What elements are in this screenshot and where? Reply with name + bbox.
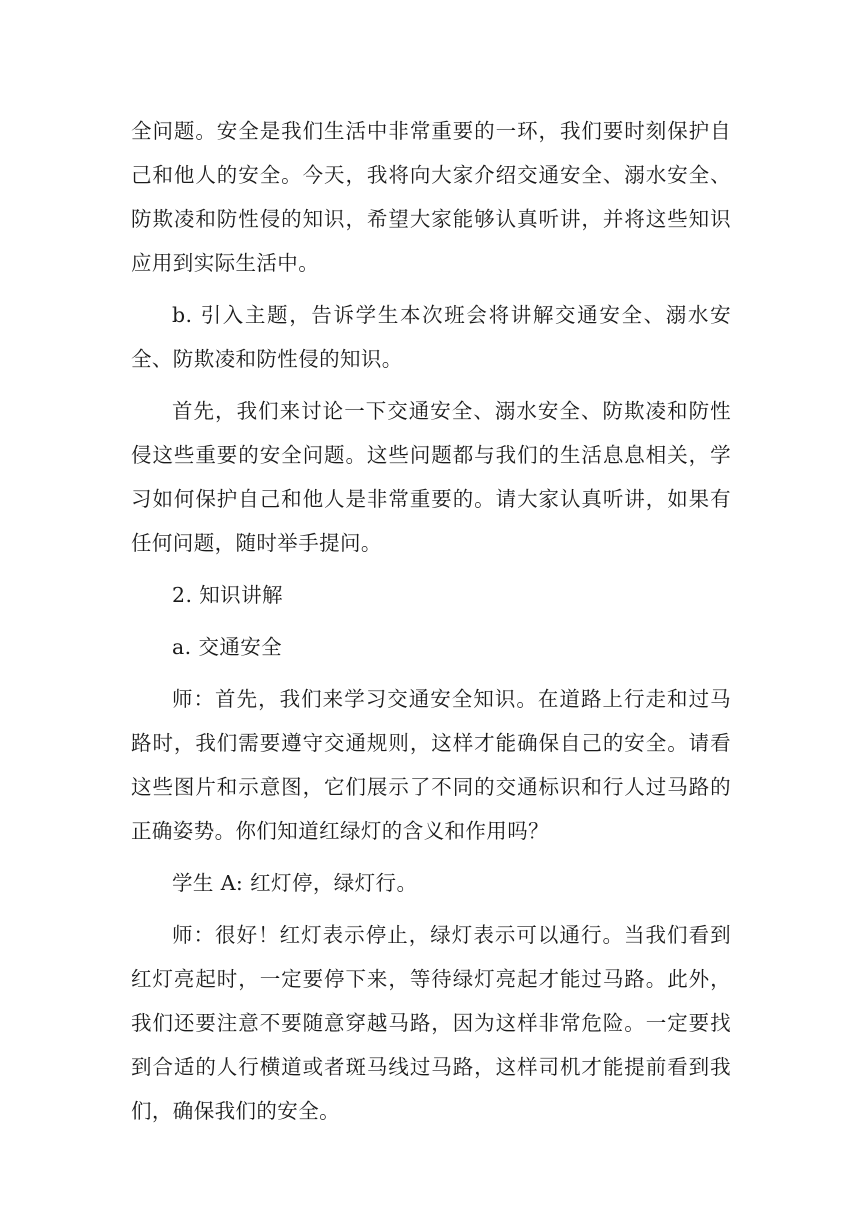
- document-body: [131, 109, 731, 1141]
- paragraph-teacher-traffic: 师：首先，我们来学习交通安全知识。在道路上行走和过马路时，我们需要遵守交通规则，这样才能确保自己的安全。请看这些图片和示意图，它们展示了不同的交通标识和行人过马路的正确姿势。你们知道红绿灯的含义和作用吗？: [131, 687, 731, 843]
- paragraph-discussion: 首先，我们来讨论一下交通安全、溺水安全、防欺凌和防性侵这些重要的安全问题。这些问题都与我们的生活息息相关，学习如何保护自己和他人是非常重要的。请大家认真听讲，如果有任何问题，随时举手提问。: [131, 399, 731, 555]
- paragraph-teacher-response: 师：很好！红灯表示停止，绿灯表示可以通行。当我们看到红灯亮起时，一定要停下来，等待绿灯亮起才能过马路。此外，我们还要注意不要随意穿越马路，因为这样非常危险。一定要找到合适的人行横道或者斑马线过马路，这样司机才能提前看到我们，确保我们的安全。: [131, 923, 731, 1123]
- subsection-heading-traffic: a. 交通安全: [172, 635, 283, 659]
- paragraph-student-answer: 学生 A: 红灯停，绿灯行。: [172, 871, 418, 895]
- paragraph-intro-topic: b. 引入主题，告诉学生本次班会将讲解交通安全、溺水安全、防欺凌和防性侵的知识。: [131, 303, 731, 371]
- paragraph-continuation: 全问题。安全是我们生活中非常重要的一环，我们要时刻保护自己和他人的安全。今天，我将向大家介绍交通安全、溺水安全、防欺凌和防性侵的知识，希望大家能够认真听讲，并将这些知识应用到实际生活中。: [131, 119, 731, 275]
- section-heading-knowledge: 2. 知识讲解: [172, 583, 283, 607]
